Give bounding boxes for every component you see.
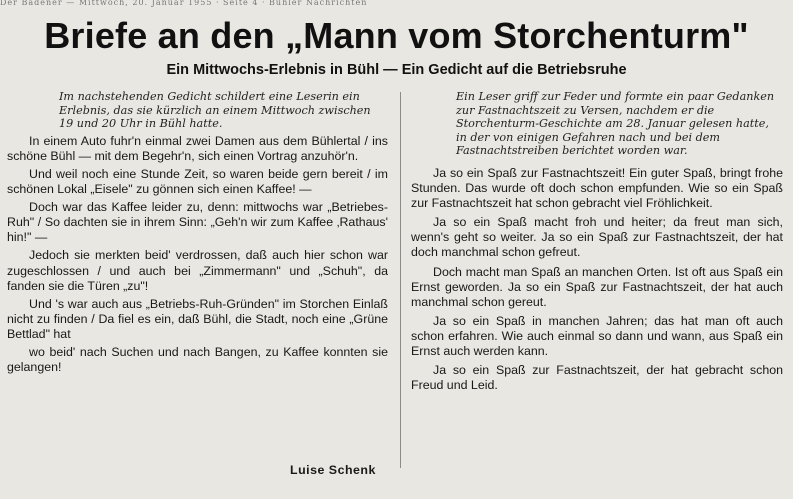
left-stanza-1: In einem Auto fuhr'n einmal zwei Damen aus dem Bühlertal / ins schöne Bühl — mit dem Begehr'n, sich einen Vortrag anzuhör'n. [7,133,388,163]
left-stanza-6: wo beid' nach Suchen und nach Bangen, zu Kaffee konnten sie gelangen! [7,345,388,375]
right-stanza-5: Ja so ein Spaß zur Fastnachtszeit, der hat gebracht schon Freud und Leid. [411,363,783,393]
left-stanza-4: Jedoch sie merkten beid' verdrossen, daß auch hier schon war zugeschlossen / und auch bei „Zimmermann" und „Schuh", da fanden sie die Türen „zu"! [7,248,388,293]
left-stanza-2: Und weil noch eine Stunde Zeit, so waren beide gern bereit / im schönen Lokal „Eisele" zu gönnen sich einen Kaffee! — [7,166,388,197]
right-stanza-4: Ja so ein Spaß in manchen Jahren; das hat man oft auch schon erfahren. Wie auch einmal so dann und wann, aus Spaß ein Ernst auch werden kann. [411,313,783,358]
left-stanza-3: Doch war das Kaffee leider zu, denn: mittwochs war „Betriebes-Ruh" / So dachten sie in ihrem Sinn: „Geh'n wir zum Kaffee ‚Rathaus' hin!" — [7,200,388,245]
right-stanza-3: Doch macht man Spaß an manchen Orten. Ist oft aus Spaß ein Ernst geworden. Ja so ein Spaß zur Fastnachtszeit, der hat auch manchmal schon gereut. [411,264,783,309]
left-stanza-5: Und 's war auch aus „Betriebs-Ruh-Gründen" im Storchen Einlaß nicht zu finden / Da fiel es ein, daß Bühl, die Stadt, noch eine „Grüne Bettlad" hat [7,296,388,341]
article-subheadline: Ein Mittwochs-Erlebnis in Bühl — Ein Gedicht auf die Betriebsruhe [166,62,627,78]
right-stanza-2: Ja so ein Spaß macht froh und heiter; da freut man sich, wenn's geht so weiter. Ja so ein Spaß zur Fastnachtszeit, der hat doch manchmal schon gefreut. [411,215,783,260]
column-divider [400,92,401,468]
left-intro: Im nachstehenden Gedicht schildert eine Leserin ein Erlebnis, das sie kürzlich an einem Mittwoch zwischen 19 und 20 Uhr in Bühl hatte. [59,90,371,131]
right-column [411,90,783,397]
right-intro: Ein Leser griff zur Feder und formte ein paar Gedanken zur Fastnachtszeit zu Versen, nachdem er die Storchenturm-Geschichte am 28. Januar gelesen hatte, in der von einigen Gefahren nach und bei dem Fastnachtstreiben berichtet worden war. [456,90,775,158]
cropped-header-strip: Der Badener — Mittwoch, 20. Januar 1955 · Seite 4 · Bühler Nachrichten [0,0,368,7]
author-signature: Luise Schenk [290,463,376,477]
article-headline: Briefe an den „Mann vom Storchenturm" [44,15,749,56]
left-column [7,90,388,378]
right-stanza-1: Ja so ein Spaß zur Fastnachtszeit! Ein guter Spaß, bringt frohe Stunden. Das wurde oft doch schon empfunden. Wie so ein Spaß zur Fastnachtszeit hat schon gebracht viel Fröhlichkeit. [411,165,783,211]
